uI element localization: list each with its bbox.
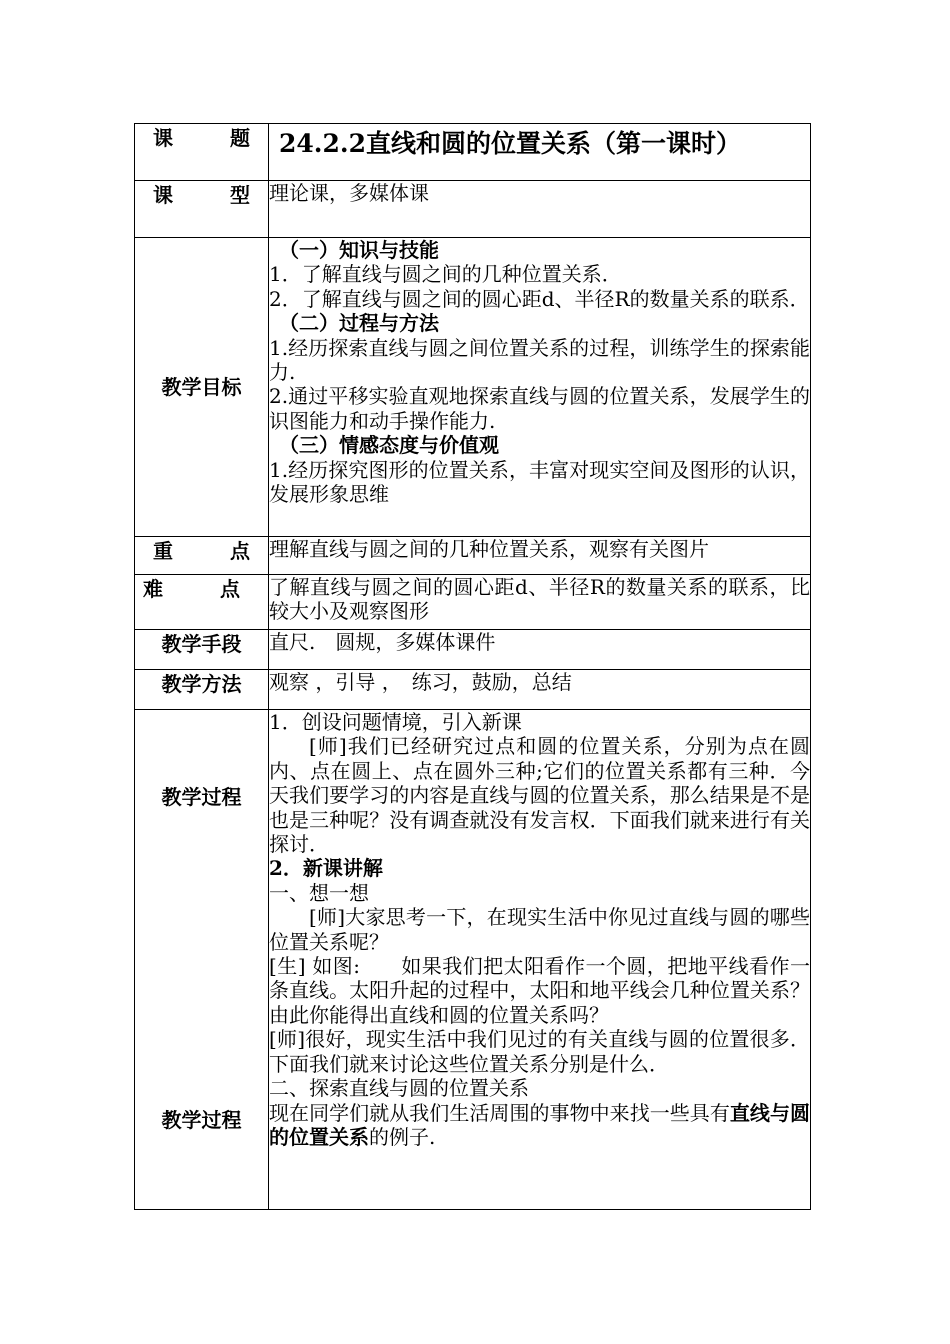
row-difficulty xyxy=(135,575,811,630)
row-type xyxy=(135,181,811,238)
means-value: 直尺. 圆规，多媒体课件 xyxy=(269,630,811,670)
goal-heading-process: （二）过程与方法 xyxy=(279,311,439,336)
label-key xyxy=(135,537,269,575)
label-char: 课 xyxy=(153,183,173,207)
text-run-bold: 直线与圆的位置关系 xyxy=(269,1100,811,1149)
row-topic xyxy=(135,124,811,181)
process-paragraph: [师]我们已经研究过点和圆的位置关系，分别为点在圆内、点在圆上、点在圆外三种;它们的位置关系都有三种．今天我们要学习的内容是直线与圆的位置关系，那么结果是不是也是三种呢？没有调查就没有发言权．下面我们就来进行有关探讨． xyxy=(269,734,810,857)
process-label-2: 教学过程 xyxy=(161,1108,242,1132)
label-char: 课 xyxy=(153,126,173,150)
process-step-2: 2．新课讲解 xyxy=(269,856,383,881)
goal-heading-knowledge: （一）知识与技能 xyxy=(279,238,439,262)
row-method xyxy=(135,670,811,710)
text-run: 的例子. xyxy=(369,1124,436,1149)
row-goals xyxy=(135,238,811,537)
label-char: 题 xyxy=(230,126,250,150)
goal-item: 2．了解直线与圆之间的圆心距d、半径R的数量关系的联系． xyxy=(269,286,810,311)
row-key xyxy=(135,537,811,575)
label-topic xyxy=(135,124,269,181)
type-value: 理论课，多媒体课 xyxy=(269,181,811,238)
process-paragraph: [师]大家思考一下，在现实生活中你见过直线与圆的哪些位置关系呢？ xyxy=(269,905,810,954)
process-paragraph: [生] 如图: 如果我们把太阳看作一个圆，把地平线看作一条直线。太阳升起的过程中，太阳和地平线会几种位置关系？由此你能得出直线和圆的位置关系吗？ xyxy=(269,954,810,1027)
process-subheading: 二、探索直线与圆的位置关系 xyxy=(269,1076,529,1101)
text-run: 现在同学们就从我们生活周围的事物中来找一些具有 xyxy=(269,1100,730,1125)
label-process xyxy=(135,710,269,1210)
process-paragraph: [师]很好，现实生活中我们见过的有关直线与圆的位置很多．下面我们就来讨论这些位置关系分别是什么． xyxy=(269,1027,810,1076)
goal-heading-emotion: （三）情感态度与价值观 xyxy=(279,433,499,458)
key-value: 理解直线与圆之间的几种位置关系，观察有关图片 xyxy=(269,537,811,575)
lesson-title: 24.2.2直线和圆的位置关系（第一课时） xyxy=(279,129,741,158)
label-method: 教学方法 xyxy=(135,670,269,710)
label-char: 难 xyxy=(143,577,163,601)
label-char: 型 xyxy=(230,183,250,207)
difficulty-value: 了解直线与圆之间的圆心距d、半径R的数量关系的联系，比较大小及观察图形 xyxy=(269,575,811,630)
label-means: 教学手段 xyxy=(135,630,269,670)
goal-item: 1.经历探索直线与圆之间位置关系的过程，训练学生的探索能力. xyxy=(269,335,810,385)
topic-value xyxy=(269,124,811,181)
goal-item: 1．了解直线与圆之间的几种位置关系． xyxy=(269,262,622,287)
process-subheading: 一、想一想 xyxy=(269,880,369,905)
goal-item: 2.通过平移实验直观地探索直线与圆的位置关系，发展学生的识图能力和动手操作能力. xyxy=(269,384,810,433)
label-difficulty xyxy=(135,575,269,630)
label-type xyxy=(135,181,269,238)
process-content xyxy=(269,710,811,1210)
label-char: 点 xyxy=(230,539,250,563)
process-paragraph xyxy=(269,1101,810,1150)
process-step-1: 1．创设问题情境，引入新课 xyxy=(269,710,522,734)
goals-content xyxy=(269,238,811,537)
label-goals: 教学目标 xyxy=(135,238,269,537)
row-process xyxy=(135,710,811,1210)
label-char: 点 xyxy=(220,577,240,601)
method-value: 观察 ，引导 ， 练习，鼓励，总结 xyxy=(269,670,811,710)
lesson-plan-table xyxy=(134,123,811,1210)
row-means xyxy=(135,630,811,670)
goal-item: 1.经历探究图形的位置关系，丰富对现实空间及图形的认识，发展形象思维 xyxy=(269,457,810,507)
label-char: 重 xyxy=(153,539,173,563)
process-label-1: 教学过程 xyxy=(161,785,242,809)
